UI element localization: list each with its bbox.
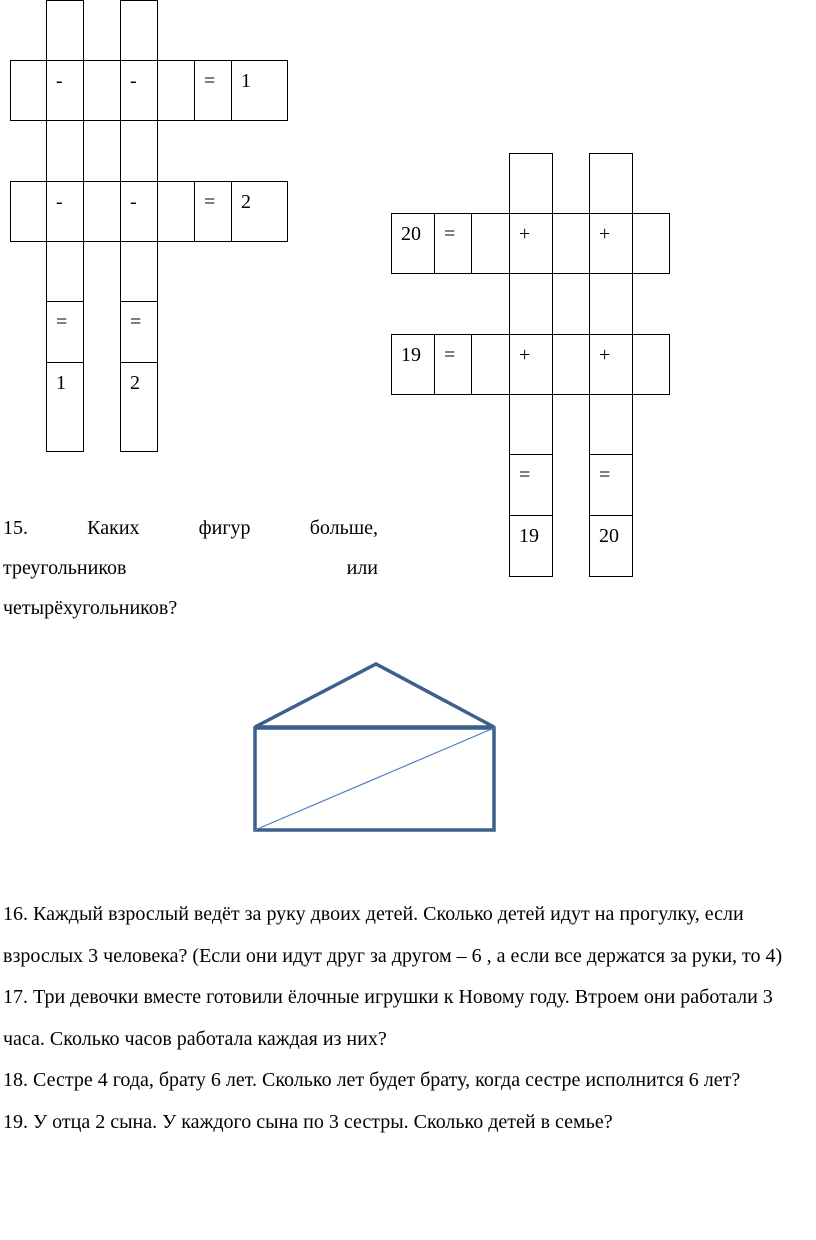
question-19: 19. У отца 2 сына. У каждого сына по 3 сестры. Сколько детей в семье?	[3, 1110, 613, 1133]
grid-cell-eq: =	[589, 454, 633, 516]
grid-cell-op: +	[589, 334, 633, 395]
grid-cell-op: -	[120, 60, 158, 121]
question-15-line: четырёхугольников?	[3, 597, 178, 619]
grid-cell-eq: =	[194, 60, 232, 121]
grid-cell-total: 19	[391, 334, 435, 395]
grid-cell-eq: =	[509, 454, 553, 516]
question-17: 17. Три девочки вместе готовили ёлочные игрушки к Новому году. Втроем они работали 3 часа. Сколько часов работала каждая из них?	[3, 986, 773, 1050]
grid-cell-eq: =	[120, 301, 158, 363]
grid-cell-op: +	[589, 213, 633, 274]
grid-cell-op: -	[46, 60, 84, 121]
grid-cell-op: -	[120, 181, 158, 242]
grid-cell-op: -	[46, 181, 84, 242]
question-15-line: 15. Каких фигур больше,	[3, 517, 378, 539]
triangle-roof	[255, 664, 494, 727]
grid-cell-op: +	[509, 213, 553, 274]
grid-cell-result: 19	[509, 515, 553, 577]
diagonal-line	[255, 728, 494, 830]
grid-cell-result: 2	[120, 362, 158, 452]
questions-list	[3, 894, 803, 1143]
question-16: 16. Каждый взрослый ведёт за руку двоих детей. Сколько детей идут на прогулку, если взрослых 3 человека? (Если они идут друг за другом – 6 , а если все держатся за руки, то 4)	[3, 903, 783, 967]
grid-cell-result: 1	[231, 60, 288, 121]
grid-cell-eq: =	[434, 213, 472, 274]
grid-cell-result: 20	[589, 515, 633, 577]
grid-cell-op: +	[509, 334, 553, 395]
grid-cell-result: 1	[46, 362, 84, 452]
grid-cell-eq: =	[46, 301, 84, 363]
grid-cell-eq: =	[434, 334, 472, 395]
question-18: 18. Сестре 4 года, брату 6 лет. Сколько лет будет брату, когда сестре исполнится 6 лет?	[3, 1069, 741, 1091]
question-15-line: треугольников или	[3, 557, 378, 579]
grid-cell-total: 20	[391, 213, 435, 274]
grid-cell-result: 2	[231, 181, 288, 242]
grid-cell-eq: =	[194, 181, 232, 242]
